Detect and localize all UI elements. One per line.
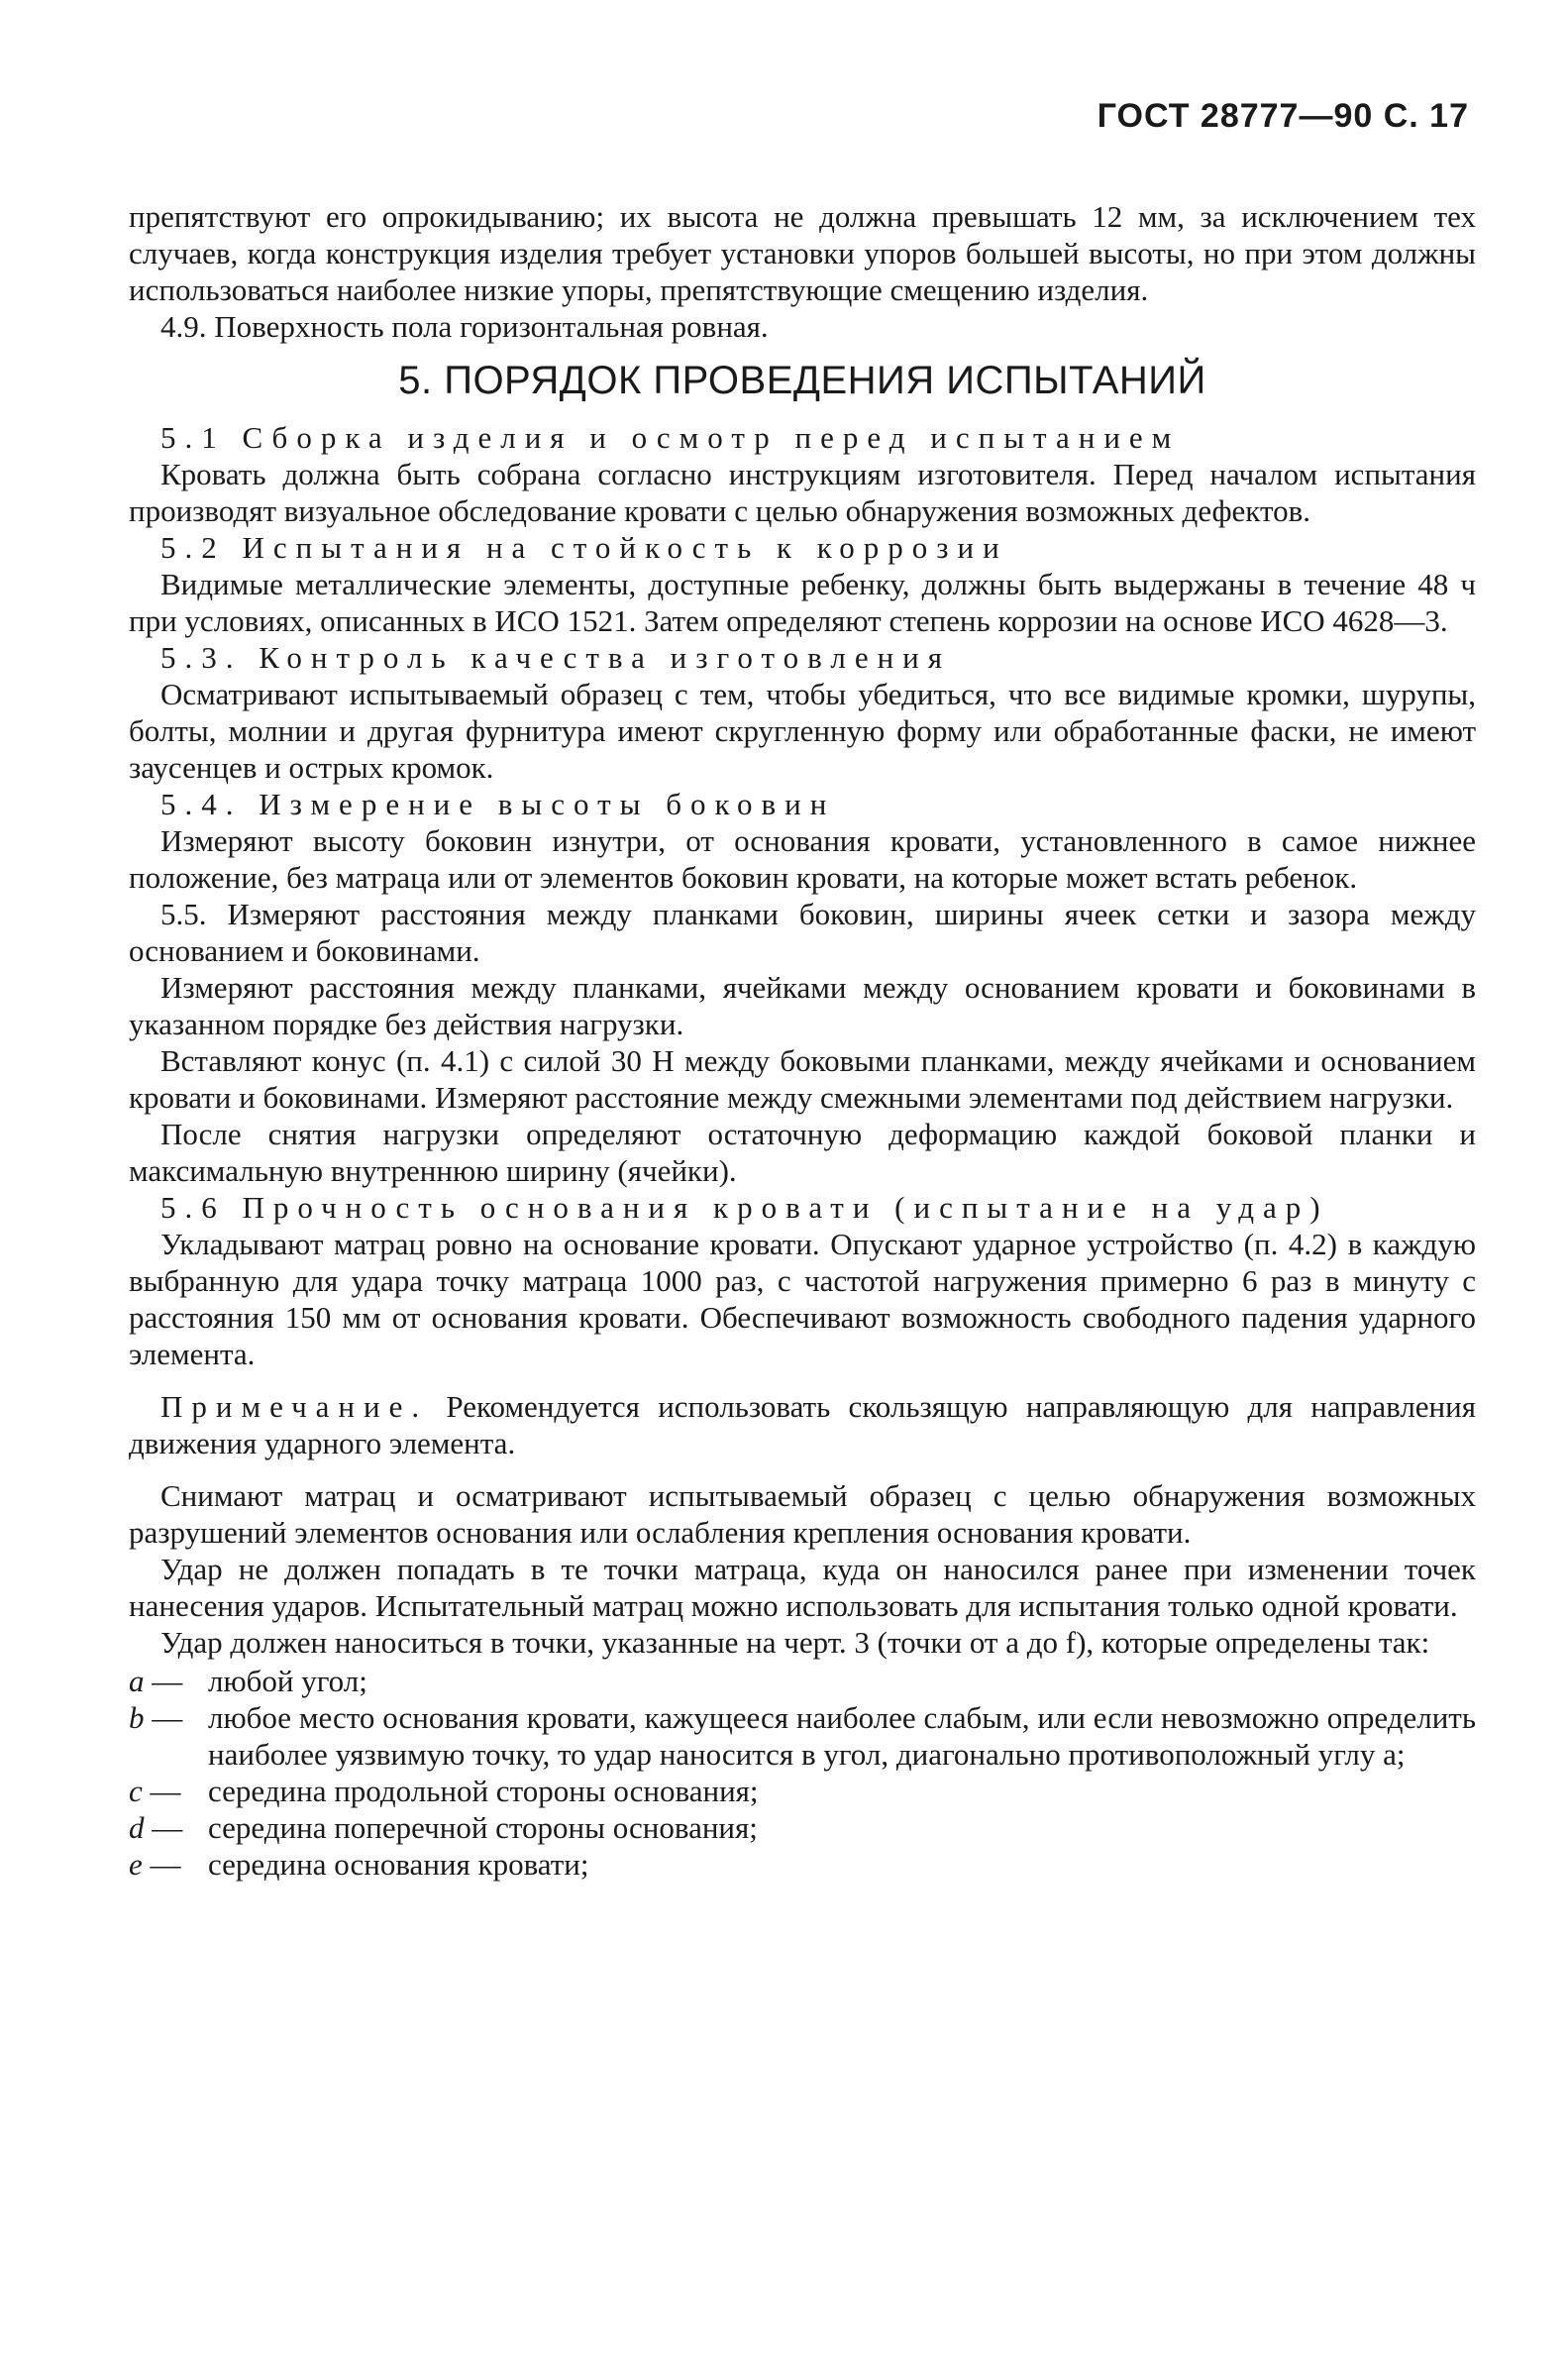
list-item-marker: d bbox=[129, 1810, 145, 1845]
impact-points-list bbox=[129, 1663, 1476, 1883]
list-item-marker: e bbox=[129, 1847, 143, 1882]
note bbox=[129, 1388, 1476, 1461]
list-item-marker: b bbox=[129, 1700, 145, 1735]
page-header: ГОСТ 28777—90 С. 17 bbox=[1097, 97, 1469, 135]
subsection-heading-5-2: 5.2 Испытания на стойкость к коррозии bbox=[160, 530, 1008, 565]
spacer bbox=[129, 1461, 1476, 1477]
subsection-heading-5-3: 5.3. Контроль качества изготовления bbox=[160, 640, 952, 675]
document-body bbox=[129, 198, 1476, 1883]
list-item: a — любой угол; bbox=[129, 1663, 1476, 1699]
paragraph-5-6: Укладывают матрац ровно на основание кровати. Опускают ударное устройство (п. 4.2) в каждую выбранную для удара точку матраца 1000 раз, с частотой нагружения примерно 6 раз в минуту с расстояния 150 мм от основания кровати. Обеспечивают возможность свободного падения ударного элемента. bbox=[129, 1227, 1476, 1371]
list-item-text: середина продольной стороны основания; bbox=[208, 1774, 759, 1808]
note-label: Примечание. bbox=[160, 1389, 429, 1424]
paragraph-5-5: 5.5. Измеряют расстояния между планками боковин, ширины ячеек сетки и зазора между основанием и боковинами. bbox=[129, 897, 1476, 968]
list-item: e — середина основания кровати; bbox=[129, 1846, 1476, 1883]
paragraph-continuation: препятствуют его опрокидыванию; их высота не должна превышать 12 мм, за исключением тех случаев, когда конструкция изделия требует установки упоров большей высоты, но при этом должны использоваться наиболее низкие упоры, препятствующие смещению изделия. bbox=[129, 199, 1476, 307]
paragraph-4-9: 4.9. Поверхность пола горизонтальная ровная. bbox=[160, 309, 769, 344]
list-item-text: любое место основания кровати, кажущееся наиболее слабым, или если невозможно определить наиболее уязвимую точку, то удар наносится в угол, диагонально противоположный углу a; bbox=[208, 1700, 1476, 1772]
section-title: 5. ПОРЯДОК ПРОВЕДЕНИЯ ИСПЫТАНИЙ bbox=[398, 359, 1206, 402]
list-item-text: середина основания кровати; bbox=[208, 1847, 589, 1882]
paragraph-5-4: Измеряют высоту боковин изнутри, от основания кровати, установленного в самое нижнее положение, без матраца или от элементов боковин кровати, на которые может встать ребенок. bbox=[129, 823, 1476, 895]
list-item-marker: c bbox=[129, 1774, 143, 1808]
subsection-heading-5-4: 5.4. Измерение высоты боковин bbox=[160, 787, 836, 821]
paragraph-5-5-c: Вставляют конус (п. 4.1) с силой 30 Н между боковыми планками, между ячейками и основанием кровати и боковинами. Измеряют расстояние между смежными элементами под действием нагрузки. bbox=[129, 1043, 1476, 1115]
list-item-text: любой угол; bbox=[208, 1664, 367, 1698]
paragraph-5-1: Кровать должна быть собрана согласно инструкциям изготовителя. Перед началом испытания производят визуальное обследование кровати с целью обнаружения возможных дефектов. bbox=[129, 457, 1476, 528]
paragraph-5-3: Осматривают испытываемый образец с тем, чтобы убедиться, что все видимые кромки, шурупы, болты, молнии и другая фурнитура имеют скругленную форму или обработанные фаски, не имеют заусенцев и острых кромок. bbox=[129, 677, 1476, 785]
list-item-marker: a bbox=[129, 1664, 145, 1698]
spacer bbox=[129, 1372, 1476, 1388]
paragraph-impact-points: Удар не должен попадать в те точки матраца, куда он наносился ранее при изменении точек нанесения ударов. Испытательный матрац можно использовать для испытания только одной кровати. bbox=[129, 1552, 1476, 1623]
paragraph-points-definition: Удар должен наноситься в точки, указанные на черт. 3 (точки от a до f), которые определены так: bbox=[160, 1625, 1430, 1660]
list-item: c — середина продольной стороны основания; bbox=[129, 1773, 1476, 1809]
subsection-heading-5-1: 5.1 Сборка изделия и осмотр перед испытанием bbox=[160, 420, 1181, 455]
list-item: b — любое место основания кровати, кажущееся наиболее слабым, или если невозможно определить наиболее уязвимую точку, то удар наносится в угол, диагонально противоположный углу a; bbox=[129, 1700, 1476, 1772]
list-item: d — середина поперечной стороны основания; bbox=[129, 1809, 1476, 1846]
paragraph-5-2: Видимые металлические элементы, доступные ребенку, должны быть выдержаны в течение 48 ч при условиях, описанных в ИСО 1521. Затем определяют степень коррозии на основе ИСО 4628—3. bbox=[129, 567, 1476, 638]
list-item-text: середина поперечной стороны основания; bbox=[208, 1810, 758, 1845]
paragraph-5-5-b: Измеряют расстояния между планками, ячейками между основанием кровати и боковинами в указанном порядке без действия нагрузки. bbox=[129, 970, 1476, 1041]
subsection-heading-5-6: 5.6 Прочность основания кровати (испытание на удар) bbox=[160, 1190, 1329, 1225]
paragraph-remove-mattress: Снимают матрац и осматривают испытываемый образец с целью обнаружения возможных разрушений элементов основания или ослабления крепления основания кровати. bbox=[129, 1478, 1476, 1550]
note-text: Рекомендуется использовать скользящую направляющую для направления движения ударного элемента. bbox=[129, 1389, 1476, 1460]
paragraph-5-5-d: После снятия нагрузки определяют остаточную деформацию каждой боковой планки и максимальную внутреннюю ширину (ячейки). bbox=[129, 1117, 1476, 1188]
